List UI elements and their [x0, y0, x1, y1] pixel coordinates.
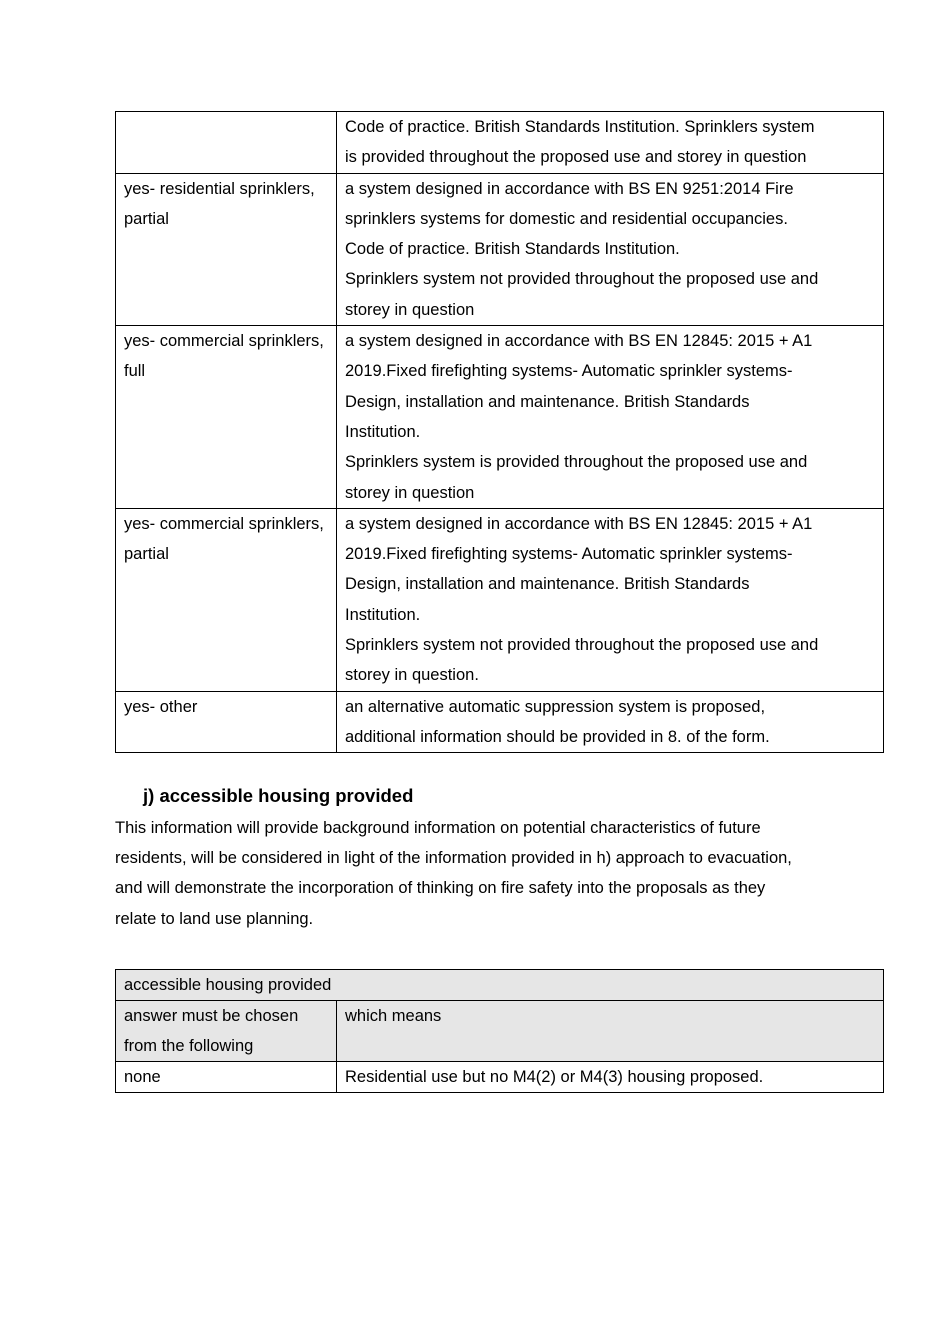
option-cell	[116, 508, 337, 691]
option-cell: none	[116, 1062, 337, 1093]
text-line: Institution.	[345, 605, 421, 624]
section-paragraph	[115, 813, 875, 934]
text-line: an alternative automatic suppression system is proposed,	[345, 697, 766, 716]
text-line: Sprinklers system not provided throughout the proposed use and	[345, 636, 819, 655]
option-cell	[116, 112, 337, 174]
table-title-row	[116, 970, 884, 1001]
text-line: Design, installation and maintenance. British Standards	[345, 392, 750, 411]
text-line: yes- commercial sprinklers,	[124, 514, 324, 533]
header-cell	[116, 1001, 337, 1062]
text-line: partial	[124, 209, 169, 228]
meaning-cell: Residential use but no M4(2) or M4(3) housing proposed.	[337, 1062, 884, 1093]
text-line: Sprinklers system is provided throughout the proposed use and	[345, 453, 808, 472]
text-line: storey in question.	[345, 666, 479, 685]
table-row	[116, 508, 884, 691]
text-line: 2019.Fixed firefighting systems- Automatic sprinkler systems-	[345, 545, 793, 564]
text-line: This information will provide background information on potential characteristics of future	[115, 819, 761, 837]
table-row	[116, 691, 884, 753]
text-line: Institution.	[345, 422, 421, 441]
table-row	[116, 112, 884, 174]
text-line: a system designed in accordance with BS EN 12845: 2015 + A1	[345, 332, 813, 351]
header-cell: which means	[337, 1001, 884, 1062]
text-line: yes- commercial sprinklers,	[124, 332, 324, 351]
text-line: and will demonstrate the incorporation of thinking on fire safety into the proposals as they	[115, 879, 766, 898]
text-line: 2019.Fixed firefighting systems- Automatic sprinkler systems-	[345, 362, 793, 381]
text-line: yes- residential sprinklers,	[124, 179, 315, 198]
text-line: Design, installation and maintenance. British Standards	[345, 575, 750, 594]
text-line: a system designed in accordance with BS EN 9251:2014 Fire	[345, 179, 794, 198]
text-line: Code of practice. British Standards Institution. Sprinklers system	[345, 118, 815, 136]
meaning-cell	[337, 508, 884, 691]
table-row	[116, 326, 884, 509]
table-row	[116, 1062, 884, 1093]
text-line: yes- other	[124, 697, 198, 716]
text-line: answer must be chosen	[124, 1007, 299, 1025]
table-title-cell: accessible housing provided	[116, 970, 884, 1001]
section-heading: j) accessible housing provided	[143, 785, 414, 806]
text-line: storey in question	[345, 300, 475, 319]
text-line: additional information should be provided in 8. of the form.	[345, 727, 770, 746]
option-cell	[116, 173, 337, 325]
option-cell	[116, 326, 337, 509]
meaning-cell	[337, 691, 884, 753]
option-cell	[116, 691, 337, 753]
text-line: residents, will be considered in light of the information provided in h) approach to evacuation,	[115, 849, 792, 868]
text-line: storey in question	[345, 483, 475, 502]
text-line: relate to land use planning.	[115, 909, 314, 928]
sprinkler-options-table	[115, 111, 884, 753]
meaning-cell	[337, 326, 884, 509]
table-header-row	[116, 1001, 884, 1062]
text-line: is provided throughout the proposed use and storey in question	[345, 148, 807, 167]
meaning-cell	[337, 173, 884, 325]
text-line: sprinklers systems for domestic and residential occupancies.	[345, 209, 788, 228]
text-line: Code of practice. British Standards Institution.	[345, 240, 680, 259]
text-line: a system designed in accordance with BS EN 12845: 2015 + A1	[345, 514, 813, 533]
text-line: from the following	[124, 1037, 254, 1055]
text-line: full	[124, 362, 146, 381]
accessible-housing-table	[115, 969, 884, 1093]
table-row	[116, 173, 884, 325]
meaning-cell	[337, 112, 884, 174]
text-line: partial	[124, 545, 169, 564]
text-line: Sprinklers system not provided throughout the proposed use and	[345, 270, 819, 289]
